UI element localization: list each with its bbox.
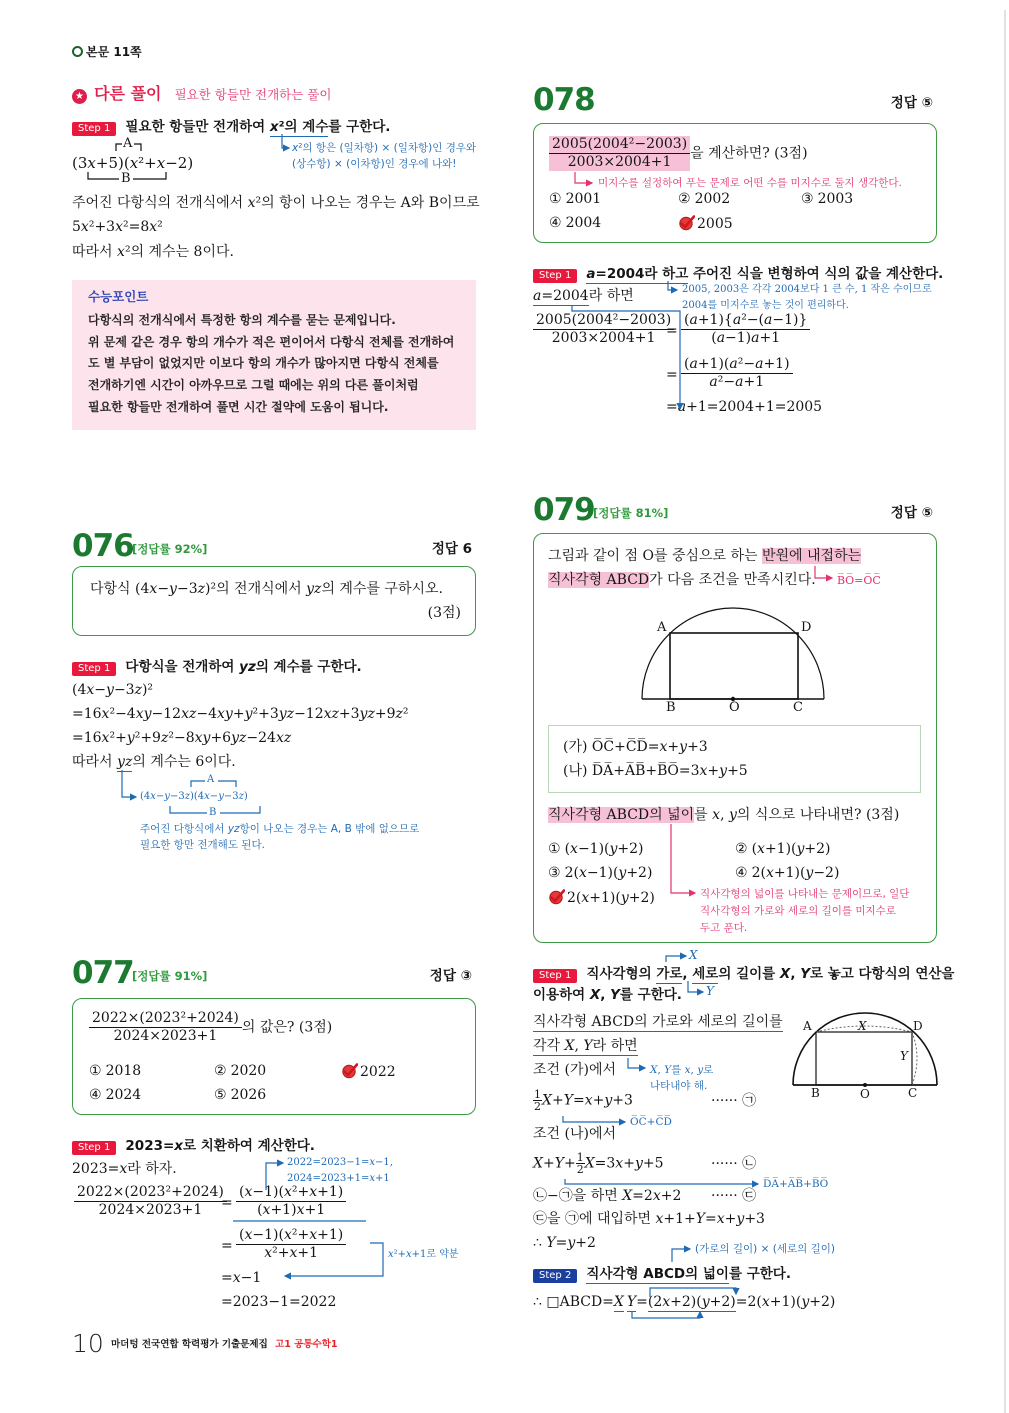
problem-box-078 xyxy=(533,123,937,243)
alt-solution-subtitle: 필요한 항들만 전개하는 풀이 xyxy=(174,87,332,102)
book-subtitle: 고1 공통수학1 xyxy=(275,1339,338,1350)
equation-text: X+Y+ xyxy=(533,1155,576,1172)
step-badge: Step 1 xyxy=(72,122,116,136)
checked-answer-icon xyxy=(341,1062,358,1079)
note-line: 나타내야 해. xyxy=(650,1080,708,1092)
problem-number-077: 077 xyxy=(72,955,134,991)
page-number: 10 xyxy=(72,1329,104,1358)
subtraction-line: ㉡−㉠을 하면 X=2x+2 xyxy=(533,1188,682,1204)
note-line: 두고 푼다. xyxy=(700,922,748,934)
figure-label-b: B xyxy=(811,1086,820,1100)
conclusion-underlined: yz xyxy=(117,754,133,770)
alt-step-1 xyxy=(72,116,390,136)
page-reference-label: 본문 11쪽 xyxy=(86,45,142,59)
condition-na: (나) D̅A̅+A̅B̅+B̅O̅=3x+y+5 xyxy=(563,763,748,779)
denominator: a²−a+1 xyxy=(709,374,765,390)
step-2-079 xyxy=(533,1263,791,1283)
note-line: x²의 항은 (일차항) × (일차항)인 경우와 xyxy=(292,142,477,154)
eq2-fraction xyxy=(236,1227,346,1262)
work-line: (4x−y−3z)² xyxy=(72,682,154,698)
note-xy xyxy=(650,1062,713,1094)
step-text-underlined: 직사각형 ABCD의 넓이 xyxy=(586,1266,729,1282)
area-note: (가로의 길이) × (세로의 길이) xyxy=(695,1243,835,1255)
question-part: 가 다음 조건을 만족시킨다. xyxy=(649,572,816,588)
checked-answer-icon xyxy=(548,888,565,905)
correct-rate: [정답률 81%] xyxy=(593,506,669,520)
numerator: 2022×(2023²+2024) xyxy=(89,1010,242,1028)
option-marker: ② xyxy=(214,1063,227,1079)
question xyxy=(549,136,808,171)
final-height: (y+2) xyxy=(696,1294,736,1310)
substitution-line: ㉢을 ㉠에 대입하면 x+1+Y=x+y+3 xyxy=(533,1211,765,1227)
option-value: 2004 xyxy=(565,215,602,231)
numerator: 2005(2004²−2003) xyxy=(549,136,690,154)
footer-book xyxy=(111,1339,338,1351)
question-fraction-highlighted xyxy=(549,136,690,171)
question-part: 그림과 같이 점 O를 중심으로 하는 xyxy=(548,548,762,564)
alt-solution-title: 다른 풀이 xyxy=(94,84,162,103)
figure-label-d: D xyxy=(801,620,812,635)
final-width: (2x+2) xyxy=(647,1294,697,1310)
point-box-body xyxy=(88,310,454,419)
step-text-part: 주어진 식을 변형하여 식의 값을 계산한다. xyxy=(688,266,944,282)
final-part: = xyxy=(636,1294,648,1310)
figure-label-o: O xyxy=(860,1087,870,1101)
question-highlight: 반원에 내접하는 xyxy=(762,548,862,564)
note-line: 2004를 미지수로 놓는 것이 편리하다. xyxy=(682,300,849,311)
step-badge: Step 1 xyxy=(72,662,116,676)
eq1-fraction xyxy=(681,312,810,347)
figure-label-a: A xyxy=(803,1019,812,1033)
option-value: 2001 xyxy=(565,191,602,207)
note-line: X, Y를 x, y로 xyxy=(650,1064,714,1076)
note-line: 직사각형의 넓이를 나타내는 문제이므로, 일단 xyxy=(700,888,910,900)
step-text-underlined: a=2004라 하고 xyxy=(586,266,689,282)
conditions-box xyxy=(548,725,921,793)
option-marker: ② xyxy=(735,841,748,857)
note-line: 2022=2023−1=x−1, xyxy=(287,1157,393,1168)
half-fraction xyxy=(533,1089,542,1112)
denominator: 2003×2004+1 xyxy=(551,330,656,346)
note-line: 2005, 2003은 각각 2004보다 1 큰 수, 1 작은 수이므로 xyxy=(682,284,932,295)
note-line: (상수항) × (이차항)인 경우에 나와! xyxy=(292,158,457,170)
final-part: ∴ □ABCD= xyxy=(533,1294,614,1310)
option-marker: ① xyxy=(548,841,561,857)
option-marker: ⑤ xyxy=(214,1087,227,1103)
tag-c: ······ ㉢ xyxy=(711,1188,757,1204)
step-text-part: 직사각형의 xyxy=(586,966,657,982)
numerator: (x−1)(x²+x+1) xyxy=(236,1227,346,1245)
option-value: 2002 xyxy=(694,191,731,207)
substitution-note xyxy=(287,1155,393,1187)
option-value: 2005 xyxy=(697,216,733,232)
bracket-b-label: B xyxy=(209,807,217,818)
equation-text: X+Y=x+y+3 xyxy=(542,1092,633,1109)
question-line-1 xyxy=(548,547,861,565)
correct-rate: [정답률 91%] xyxy=(132,969,208,983)
figure-label-c: C xyxy=(908,1086,918,1100)
note-line: 직사각형의 가로와 세로의 길이를 미지수로 xyxy=(700,905,896,917)
option-value: 2020 xyxy=(230,1063,267,1079)
hint-note xyxy=(700,886,909,937)
denominator: 2 xyxy=(534,1100,541,1113)
question-highlight: 직사각형 ABCD xyxy=(548,572,650,588)
option-3-checked[interactable] xyxy=(341,1062,396,1081)
lhs-fraction xyxy=(74,1184,227,1219)
point-line: 필요한 항들만 전개하여 풀면 시간 절약에 도움이 됩니다. xyxy=(88,399,389,414)
option-2[interactable] xyxy=(214,1062,266,1080)
denominator: x²+x+1 xyxy=(264,1245,318,1261)
points-label: (3점) xyxy=(427,605,461,621)
ask-highlight: 직사각형 ABCD의 넓이 xyxy=(548,807,695,823)
alt-line: 5x²+3x²=8x² xyxy=(72,219,163,235)
option-marker: ③ xyxy=(548,865,561,881)
csat-point-box xyxy=(72,280,476,430)
numerator: (x−1)(x²+x+1) xyxy=(236,1184,346,1202)
note-076 xyxy=(140,821,419,853)
step-text xyxy=(586,966,954,982)
option-value: 2003 xyxy=(817,191,854,207)
step-text xyxy=(586,266,943,282)
conclusion-line xyxy=(72,753,236,771)
tag-b: ······ ㉡ xyxy=(711,1156,757,1172)
point-line: 전개하기엔 시간이 아까우므로 그럴 때에는 위의 다른 풀이처럼 xyxy=(88,378,419,393)
let-part: 라 하면 xyxy=(588,288,634,304)
bracket-a-label: A xyxy=(207,774,215,785)
cancel-note: x²+x+1로 약분 xyxy=(388,1249,459,1260)
work-line: =16x²+y²+9z²−8xy+6yz−24xz xyxy=(72,730,292,746)
numerator: (a+1){a²−(a−1)} xyxy=(681,312,810,330)
step-badge: Step 1 xyxy=(533,969,577,983)
step-text-part: 를 구한다. xyxy=(328,119,391,135)
equals-sign: = xyxy=(666,323,678,339)
step-text-part: 의 길이를 X, Y로 놓고 다항식의 연산을 xyxy=(718,966,955,982)
problem-box-076 xyxy=(72,566,476,636)
denominator: (x+1)x+1 xyxy=(257,1202,326,1218)
step-text-underlined: 세로 xyxy=(692,966,719,982)
numerator: 1 xyxy=(576,1151,584,1164)
option-5-checked[interactable] xyxy=(548,888,655,907)
condition-a-label: 조건 (가)에서 xyxy=(533,1062,616,1078)
question-text: 다항식 (4x−y−3z)²의 전개식에서 yz의 계수를 구하시오. xyxy=(90,581,443,597)
option-marker: ④ xyxy=(89,1087,102,1103)
final-x: X xyxy=(613,1294,624,1310)
step-badge: Step 1 xyxy=(72,1141,116,1155)
ask-line xyxy=(548,806,899,824)
equation-a xyxy=(533,1089,633,1112)
question-fraction xyxy=(89,1010,242,1045)
option-value: 2(x+1)(y+2) xyxy=(567,890,655,906)
option-4[interactable] xyxy=(549,214,601,232)
eq3-line: =a+1=2004+1=2005 xyxy=(666,399,823,415)
question-suffix: 의 값은? (3점) xyxy=(241,1019,333,1036)
work-line: =16x²−4xy−12xz−4xy+y²+3yz−12xz+3yz+9z² xyxy=(72,706,409,722)
hint-segment: B̅O̅=O̅C̅ xyxy=(837,574,881,587)
numerator: 1 xyxy=(534,1088,541,1101)
numerator: 2022×(2023²+2024) xyxy=(74,1184,227,1202)
alt-expression: (3x+5)(x²+x−2) xyxy=(72,154,194,172)
equals-sign: = xyxy=(221,1238,233,1254)
step-text xyxy=(125,119,390,135)
step-text: 다항식을 전개하여 yz의 계수를 구한다. xyxy=(125,659,362,675)
point-box-title: 수능포인트 xyxy=(88,289,149,304)
star-icon: ★ xyxy=(72,89,87,104)
annotation-x: X xyxy=(689,948,698,962)
ask-part: 를 x, y의 식으로 나타내면? (3점) xyxy=(694,807,900,823)
option-marker: ① xyxy=(89,1063,102,1079)
answer-label: 정답 ⑤ xyxy=(890,505,933,521)
option-4[interactable] xyxy=(735,864,839,882)
page-reference xyxy=(72,45,142,59)
problem-number-079: 079 xyxy=(533,492,595,528)
point-line: 다항식의 전개식에서 특정한 항의 계수를 묻는 문제입니다. xyxy=(88,313,396,327)
eq4-line: =2023−1=2022 xyxy=(221,1294,337,1310)
option-marker: ④ xyxy=(735,865,748,881)
figure-label-o: O xyxy=(729,700,740,715)
hint-note: 미지수를 설정하여 푸는 문제로 어떤 수를 미지수로 둘지 생각한다. xyxy=(598,177,902,189)
step-badge: Step 1 xyxy=(533,269,577,283)
equation-b-note: D̅A̅+A̅B̅+B̅O̅ xyxy=(763,1178,829,1190)
option-value: (x+1)(y+2) xyxy=(751,841,831,857)
equation-a-note: O̅C̅+C̅D̅ xyxy=(630,1116,672,1128)
checked-answer-icon xyxy=(678,214,695,231)
lhs-fraction xyxy=(533,312,674,347)
option-2[interactable] xyxy=(678,190,730,208)
alt-line: 주어진 다항식의 전개식에서 x²의 항이 나오는 경우는 A와 B이므로 xyxy=(72,195,480,211)
ring-icon xyxy=(72,46,83,57)
alt-solution-header xyxy=(72,85,331,104)
note-line: 2024=2023+1=x+1 xyxy=(287,1173,390,1184)
step-1-078 xyxy=(533,263,943,283)
step-badge: Step 2 xyxy=(533,1269,577,1283)
definition-line-2 xyxy=(533,1037,638,1055)
result-line: ∴ Y=y+2 xyxy=(533,1235,596,1251)
final-y: Y xyxy=(626,1294,637,1310)
option-1[interactable] xyxy=(548,840,644,858)
option-marker: ① xyxy=(549,191,562,207)
eq3-line: =x−1 xyxy=(221,1270,262,1286)
option-5[interactable] xyxy=(214,1086,266,1104)
conclusion-part: 따라서 xyxy=(72,754,118,770)
point-line: 위 문제 같은 경우 항의 개수가 적은 편이어서 다항식 전체를 전개하여 xyxy=(88,334,455,349)
option-value: 2(x−1)(y+2) xyxy=(564,865,653,881)
definition-underlined: 각각 X, Y라 하면 xyxy=(533,1038,638,1054)
option-value: 2024 xyxy=(105,1087,142,1103)
eq2-fraction xyxy=(681,356,793,391)
option-value: 2022 xyxy=(360,1064,396,1080)
alt-line: 따라서 x²의 계수는 8이다. xyxy=(72,244,234,260)
step-text-underlined: 가로 xyxy=(656,966,683,982)
option-5-checked[interactable] xyxy=(678,214,733,233)
option-marker: ④ xyxy=(549,215,562,231)
step-text-line-2: 이용하여 X, Y를 구한다. xyxy=(533,987,682,1003)
step-text: 2023=x로 치환하여 계산한다. xyxy=(125,1138,315,1154)
correct-rate: [정답률 92%] xyxy=(132,542,208,556)
denominator: 2024×2023+1 xyxy=(113,1028,218,1044)
point-line: 도 별 부담이 없었지만 이보다 항의 개수가 많아지면 다항식 전체를 xyxy=(88,356,439,371)
figure-label-a: A xyxy=(657,620,667,635)
step-text-underlined: x²의 계수 xyxy=(269,119,329,135)
question xyxy=(89,1010,332,1045)
answer-label: 정답 ⑤ xyxy=(890,95,933,111)
numerator: (a+1)(a²−a+1) xyxy=(681,356,793,374)
half-fraction xyxy=(576,1152,585,1175)
option-value: 2018 xyxy=(105,1063,142,1079)
tag-a: ······ ㉠ xyxy=(711,1093,757,1109)
answer-label: 정답 6 xyxy=(431,541,472,557)
figure-label-c: C xyxy=(793,700,803,715)
bracket-a-label: A xyxy=(123,136,133,151)
bracket-b-label: B xyxy=(121,171,131,186)
figure-label-y: Y xyxy=(900,1049,908,1063)
alt-note xyxy=(292,140,476,172)
equation-b xyxy=(533,1152,664,1175)
step-text xyxy=(586,1266,791,1282)
question-line-2 xyxy=(548,571,816,589)
final-area-line xyxy=(533,1293,835,1311)
denominator: 2 xyxy=(576,1163,584,1176)
condition-ga: (가) O̅C̅+C̅D̅=x+y+3 xyxy=(563,739,708,755)
step-text-part: 를 구한다. xyxy=(728,1266,791,1282)
figure-label-d: D xyxy=(913,1019,923,1033)
problem-number-076: 076 xyxy=(72,528,134,564)
denominator: 2003×2004+1 xyxy=(567,154,672,170)
step-text-part: 필요한 항들만 전개하여 xyxy=(125,119,270,135)
option-1[interactable] xyxy=(549,190,601,208)
final-part: =2(x+1)(y+2) xyxy=(735,1294,836,1310)
equals-sign: = xyxy=(666,367,678,383)
option-marker: ③ xyxy=(801,191,814,207)
eq1-fraction xyxy=(236,1184,346,1219)
figure-label-x: X xyxy=(858,1019,867,1033)
answer-label: 정답 ③ xyxy=(429,968,472,984)
option-3[interactable] xyxy=(801,190,853,208)
option-4[interactable] xyxy=(89,1086,141,1104)
numerator: 2005(2004²−2003) xyxy=(533,312,674,330)
option-value: 2(x+1)(y−2) xyxy=(751,865,840,881)
condition-b-label: 조건 (나)에서 xyxy=(533,1126,616,1142)
annotation-y: Y xyxy=(706,984,714,998)
note-line: 주어진 다항식에서 yz항이 나오는 경우는 A, B 밖에 없으므로 xyxy=(140,823,420,835)
let-line xyxy=(533,287,634,305)
equation-text: X=3x+y+5 xyxy=(584,1155,664,1172)
option-3[interactable] xyxy=(548,864,652,882)
let-underlined: a=2004 xyxy=(533,288,589,304)
option-2[interactable] xyxy=(735,840,831,858)
option-value: 2026 xyxy=(230,1087,267,1103)
step-text-part: , xyxy=(682,966,693,982)
step-1-079 xyxy=(533,963,954,983)
note-expression: (4x−y−3z)(4x−y−3z) xyxy=(140,791,248,802)
problem-box-079 xyxy=(533,533,937,943)
figure-label-b: B xyxy=(666,700,676,715)
definition-line-1 xyxy=(533,1013,783,1031)
equals-sign: = xyxy=(221,1195,233,1211)
question-suffix: 을 계산하면? (3점) xyxy=(690,145,808,162)
note-078 xyxy=(682,282,932,314)
book-title: 마더텅 전국연합 학력평가 기출문제집 xyxy=(111,1339,268,1350)
denominator: (a−1)a+1 xyxy=(711,330,781,346)
note-line: 필요한 항만 전개해도 된다. xyxy=(140,839,265,851)
step-1-077 xyxy=(72,1135,315,1155)
conclusion-part: 의 계수는 6이다. xyxy=(132,754,236,770)
step-1-076 xyxy=(72,656,362,676)
problem-number-078: 078 xyxy=(533,82,595,118)
option-1[interactable] xyxy=(89,1062,141,1080)
option-value: (x−1)(y+2) xyxy=(564,841,644,857)
let-line: 2023=x라 하자. xyxy=(72,1161,177,1177)
problem-box-077 xyxy=(72,998,476,1115)
option-marker: ② xyxy=(678,191,691,207)
definition-underlined: 직사각형 ABCD의 가로와 세로의 길이를 xyxy=(533,1014,783,1030)
denominator: 2024×2023+1 xyxy=(98,1202,203,1218)
